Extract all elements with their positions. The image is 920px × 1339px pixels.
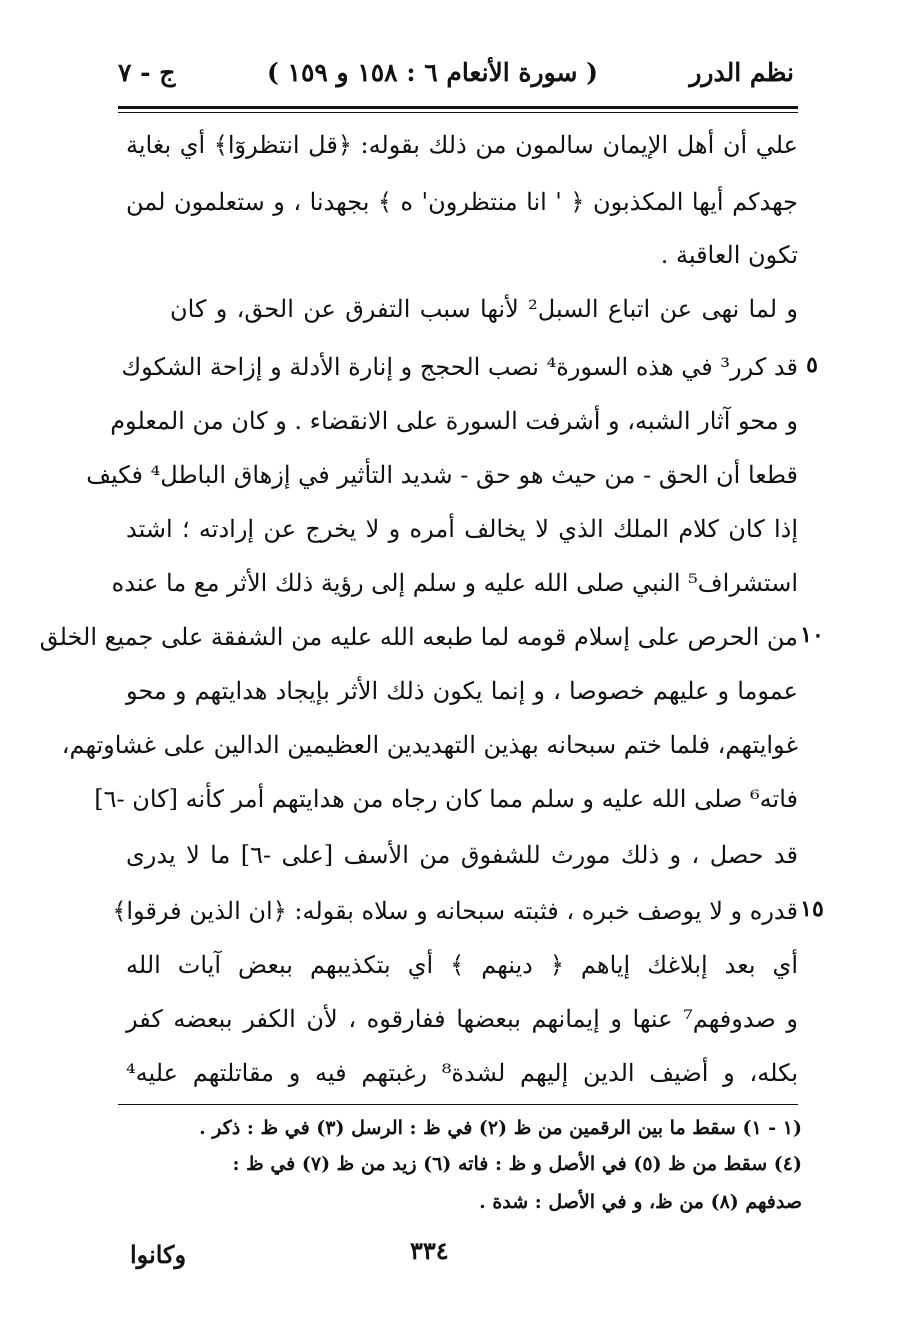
line-number: ١٠ xyxy=(800,622,824,648)
text-line: و لما نهى عن اتباع السبل² لأنها سبب التفرق عن الحق، و كان xyxy=(170,295,798,323)
text-line: و محو آثار الشبه، و أشرفت السورة على الانقضاء . و كان من المعلوم xyxy=(110,407,798,435)
text-line: تكون العاقبة . xyxy=(660,241,798,269)
text-line: جهدكم أيها المكذبون ﴿ ' انا منتظرون' ه ﴾ بجهدنا ، و ستعلمون لمن xyxy=(126,188,798,216)
text-line: علي أن أهل الإيمان سالمون من ذلك بقوله: ﴿قل انتظروٓا﴾ أي بغاية xyxy=(126,131,798,159)
text-line: و صدوفهم⁷ عنها و إيمانهم ببعضها ففارقوه ، لأن الكفر ببعضه كفر xyxy=(126,1005,798,1033)
text-line: غوايتهم، فلما ختم سبحانه بهذين التهديدين العظيمين الدالين على غشاوتهم، xyxy=(61,731,798,759)
text-line: بكله، و أضيف الدين إليهم لشدة⁸ رغبتهم فيه و مقاتلتهم عليه⁴ xyxy=(126,1059,798,1087)
text-line: قد حصل ، و ذلك مورث للشفوق من الأسف [على -٦] ما لا يدرى xyxy=(126,841,798,869)
footnote-line: (٤) سقط من ظ (٥) في الأصل و ظ : فاته (٦) زيد من ظ (٧) في ظ : xyxy=(232,1153,802,1175)
page-number: ٣٣٤ xyxy=(410,1236,449,1265)
line-number: ١٥ xyxy=(800,896,824,922)
running-head xyxy=(118,58,794,98)
text-line: قطعا أن الحق - من حيث هو حق - شديد التأثير في إزهاق الباطل⁴ فكيف xyxy=(86,461,798,489)
text-line: استشراف⁵ النبي صلى الله عليه و سلم إلى رؤية ذلك الأثر مع ما عنده xyxy=(111,569,798,597)
header-rule-thin xyxy=(118,112,798,113)
text-line: قد كرر³ في هذه السورة⁴ نصب الحجج و إنارة الأدلة و إزاحة الشكوك xyxy=(121,353,798,381)
footnote-line: (١ - ١) سقط ما بين الرقمين من ظ (٢) في ظ : الرسل (٣) في ظ : ذكر . xyxy=(199,1117,802,1139)
footnote-line: صدفهم (٨) من ظ، و في الأصل : شدة . xyxy=(479,1191,802,1213)
text-line: فاته⁶ صلى الله عليه و سلم مما كان رجاه من هدايتهم أمر كأنه [كان -٦] xyxy=(94,785,798,813)
surah-reference: ( سورة الأنعام ٦ : ١٥٨ و ١٥٩ ) xyxy=(267,58,598,87)
book-title: نظم الدرر xyxy=(689,58,794,87)
text-line: عموما و عليهم خصوصا ، و إنما يكون ذلك الأثر بإيجاد هدايتهم و محو xyxy=(126,677,798,705)
volume-number: ج - ٧ xyxy=(118,58,176,87)
catchword: وكانوا xyxy=(130,1240,187,1269)
header-rule xyxy=(118,106,798,109)
text-line: إذا كان كلام الملك الذي لا يخالف أمره و لا يخرج عن إرادته ؛ اشتد xyxy=(126,515,798,543)
text-line: من الحرص على إسلام قومه لما طبعه الله عليه من الشفقة على جميع الخلق xyxy=(39,623,798,651)
line-number: ٥ xyxy=(806,352,818,378)
text-line: أي بعد إبلاغك إياهم ﴿ دينهم ﴾ أي بتكذيبهم ببعض آيات الله xyxy=(126,951,798,979)
text-line: قدره و لا يوصف خبره ، فثبته سبحانه و سلاه بقوله: ﴿ان الذين فرقوا﴾ xyxy=(112,897,798,925)
footnote-rule xyxy=(118,1104,798,1105)
